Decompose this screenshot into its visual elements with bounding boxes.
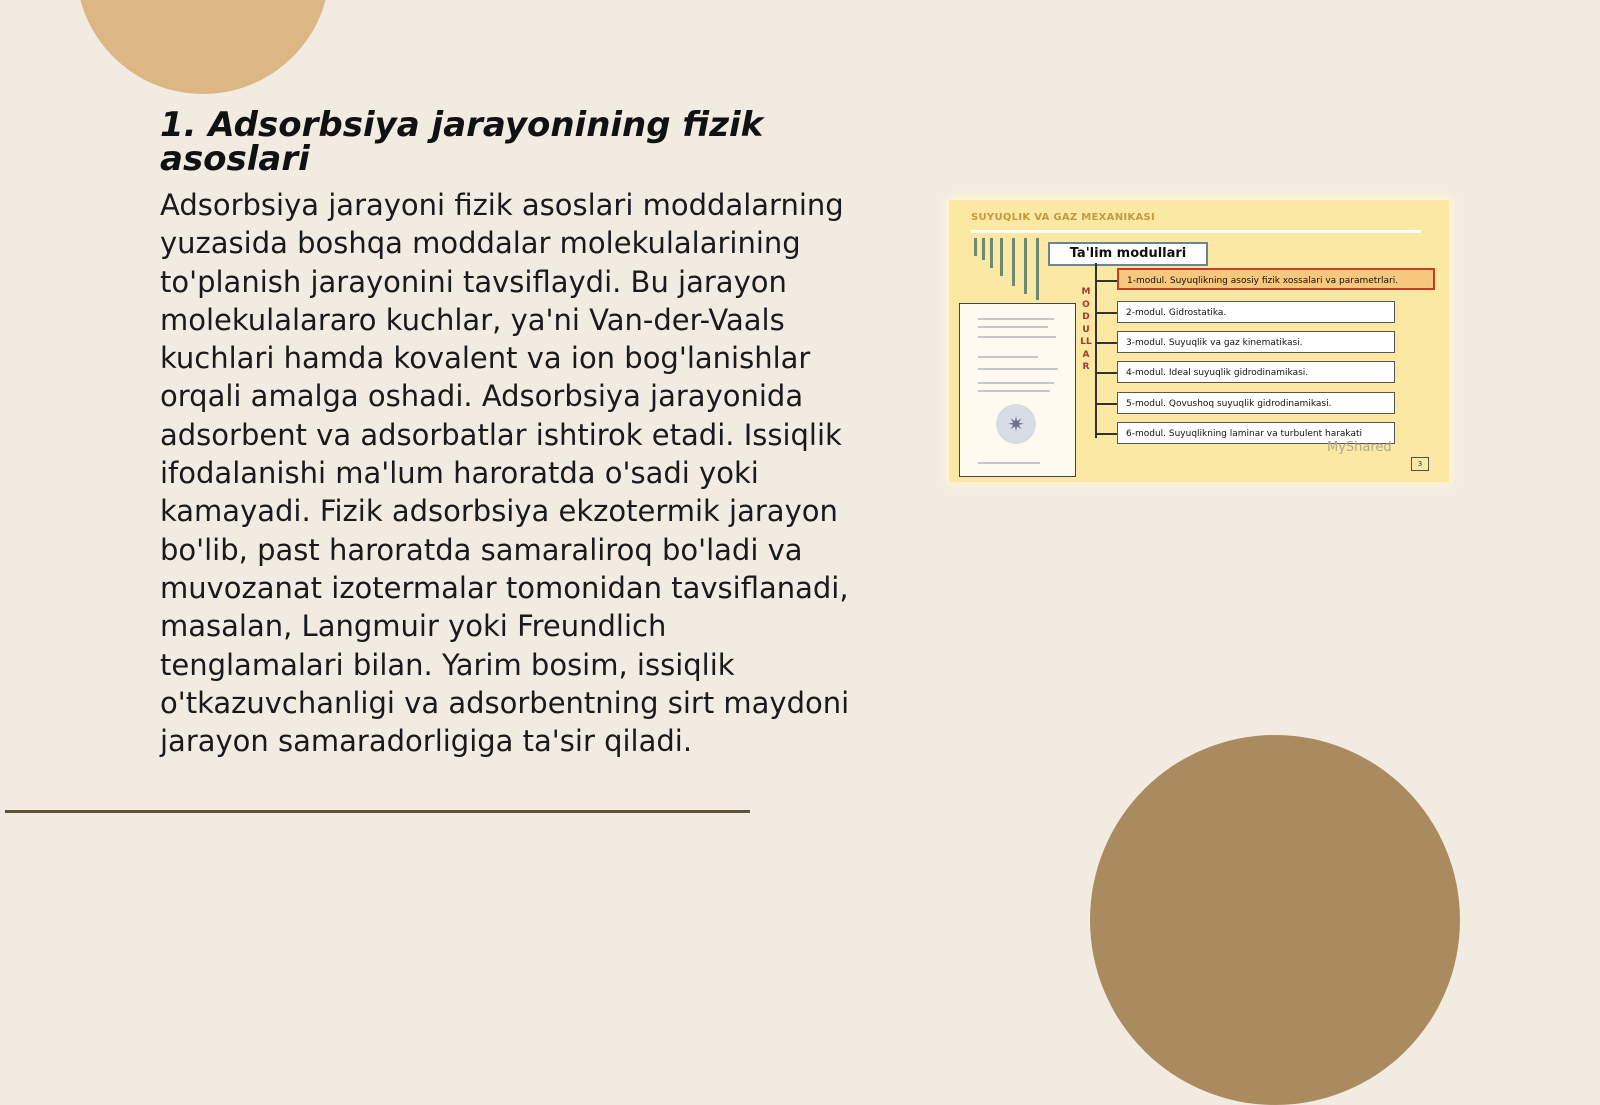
tree-branch: [1095, 372, 1117, 374]
horizontal-rule: [5, 810, 750, 813]
decorative-circle-bottom: [1090, 735, 1460, 1105]
module-item: 1-modul. Suyuqlikning asosiy fizik xossalari va parametrlari.: [1117, 268, 1435, 290]
module-item: 6-modul. Suyuqlikning laminar va turbulent harakati: [1117, 422, 1395, 444]
modules-box-title: Ta'lim modullari: [1048, 242, 1208, 266]
stripe: [974, 238, 977, 256]
stripe: [1012, 238, 1015, 286]
watermark-text: MyShared: [1327, 440, 1392, 455]
book-text-line: [978, 390, 1050, 392]
book-text-line: [978, 356, 1038, 358]
emblem-icon: ✷: [996, 404, 1036, 444]
tree-branch: [1095, 433, 1117, 435]
tree-branch: [1095, 403, 1117, 405]
module-item: 5-modul. Qovushoq suyuqlik gidrodinamikasi.: [1117, 392, 1395, 414]
module-item: 4-modul. Ideal suyuqlik gidrodinamikasi.: [1117, 361, 1395, 383]
stripe: [982, 238, 985, 260]
book-text-line: [978, 336, 1056, 338]
stripe: [1000, 238, 1003, 276]
image-header-text: SUYUQLIK VA GAZ MEXANIKASI: [971, 212, 1156, 223]
book-cover-thumbnail: [959, 303, 1076, 477]
book-text-line: [978, 382, 1054, 384]
stripe: [990, 238, 993, 268]
tree-branch: [1095, 342, 1117, 344]
slide-body-text: Adsorbsiya jarayoni fizik asoslari moddalarning yuzasida boshqa moddalar molekulalarining to'planish jarayonini tavsiflaydi. Bu jarayon molekulalararo kuchlar, ya'ni Van-der-Vaals kuchlari hamda kovalent va ion bog'lanishlar orqali amalga oshadi. Adsorbsiya jarayonida adsorbent va adsorbatlar ishtirok etadi. Issiqlik ifodalanishi ma'lum haroratda o'sadi yoki kamayadi. Fizik adsorbsiya ekzotermik jarayon bo'lib, past haroratda samaraliroq bo'ladi va muvozanat izotermalar tomonidan tavsiflanadi, masalan, Langmuir yoki Freundlich tenglamalari bilan. Yarim bosim, issiqlik o'tkazuvchanligi va adsorbentning sirt maydoni jarayon samaradorligiga ta'sir qiladi.: [160, 188, 850, 759]
module-item: 2-modul. Gidrostatika.: [1117, 301, 1395, 323]
stripe: [1036, 238, 1039, 300]
tree-branch: [1095, 280, 1117, 282]
book-text-line: [978, 326, 1048, 328]
modules-vertical-label: MODULLAR: [1080, 287, 1092, 372]
tree-connector: [1095, 263, 1097, 438]
image-page-number: 3: [1411, 457, 1429, 471]
book-text-line: [978, 318, 1054, 320]
slide-title: 1. Adsorbsiya jarayonining fizik asoslari: [160, 105, 764, 179]
module-item: 3-modul. Suyuqlik va gaz kinematikasi.: [1117, 331, 1395, 353]
embedded-slide-image: [949, 200, 1449, 482]
stripe: [1024, 238, 1027, 294]
decorative-circle-top: [76, 0, 330, 94]
book-text-line: [978, 368, 1058, 370]
tree-branch: [1095, 312, 1117, 314]
book-text-line: [978, 462, 1040, 464]
image-header-line: [971, 230, 1421, 233]
